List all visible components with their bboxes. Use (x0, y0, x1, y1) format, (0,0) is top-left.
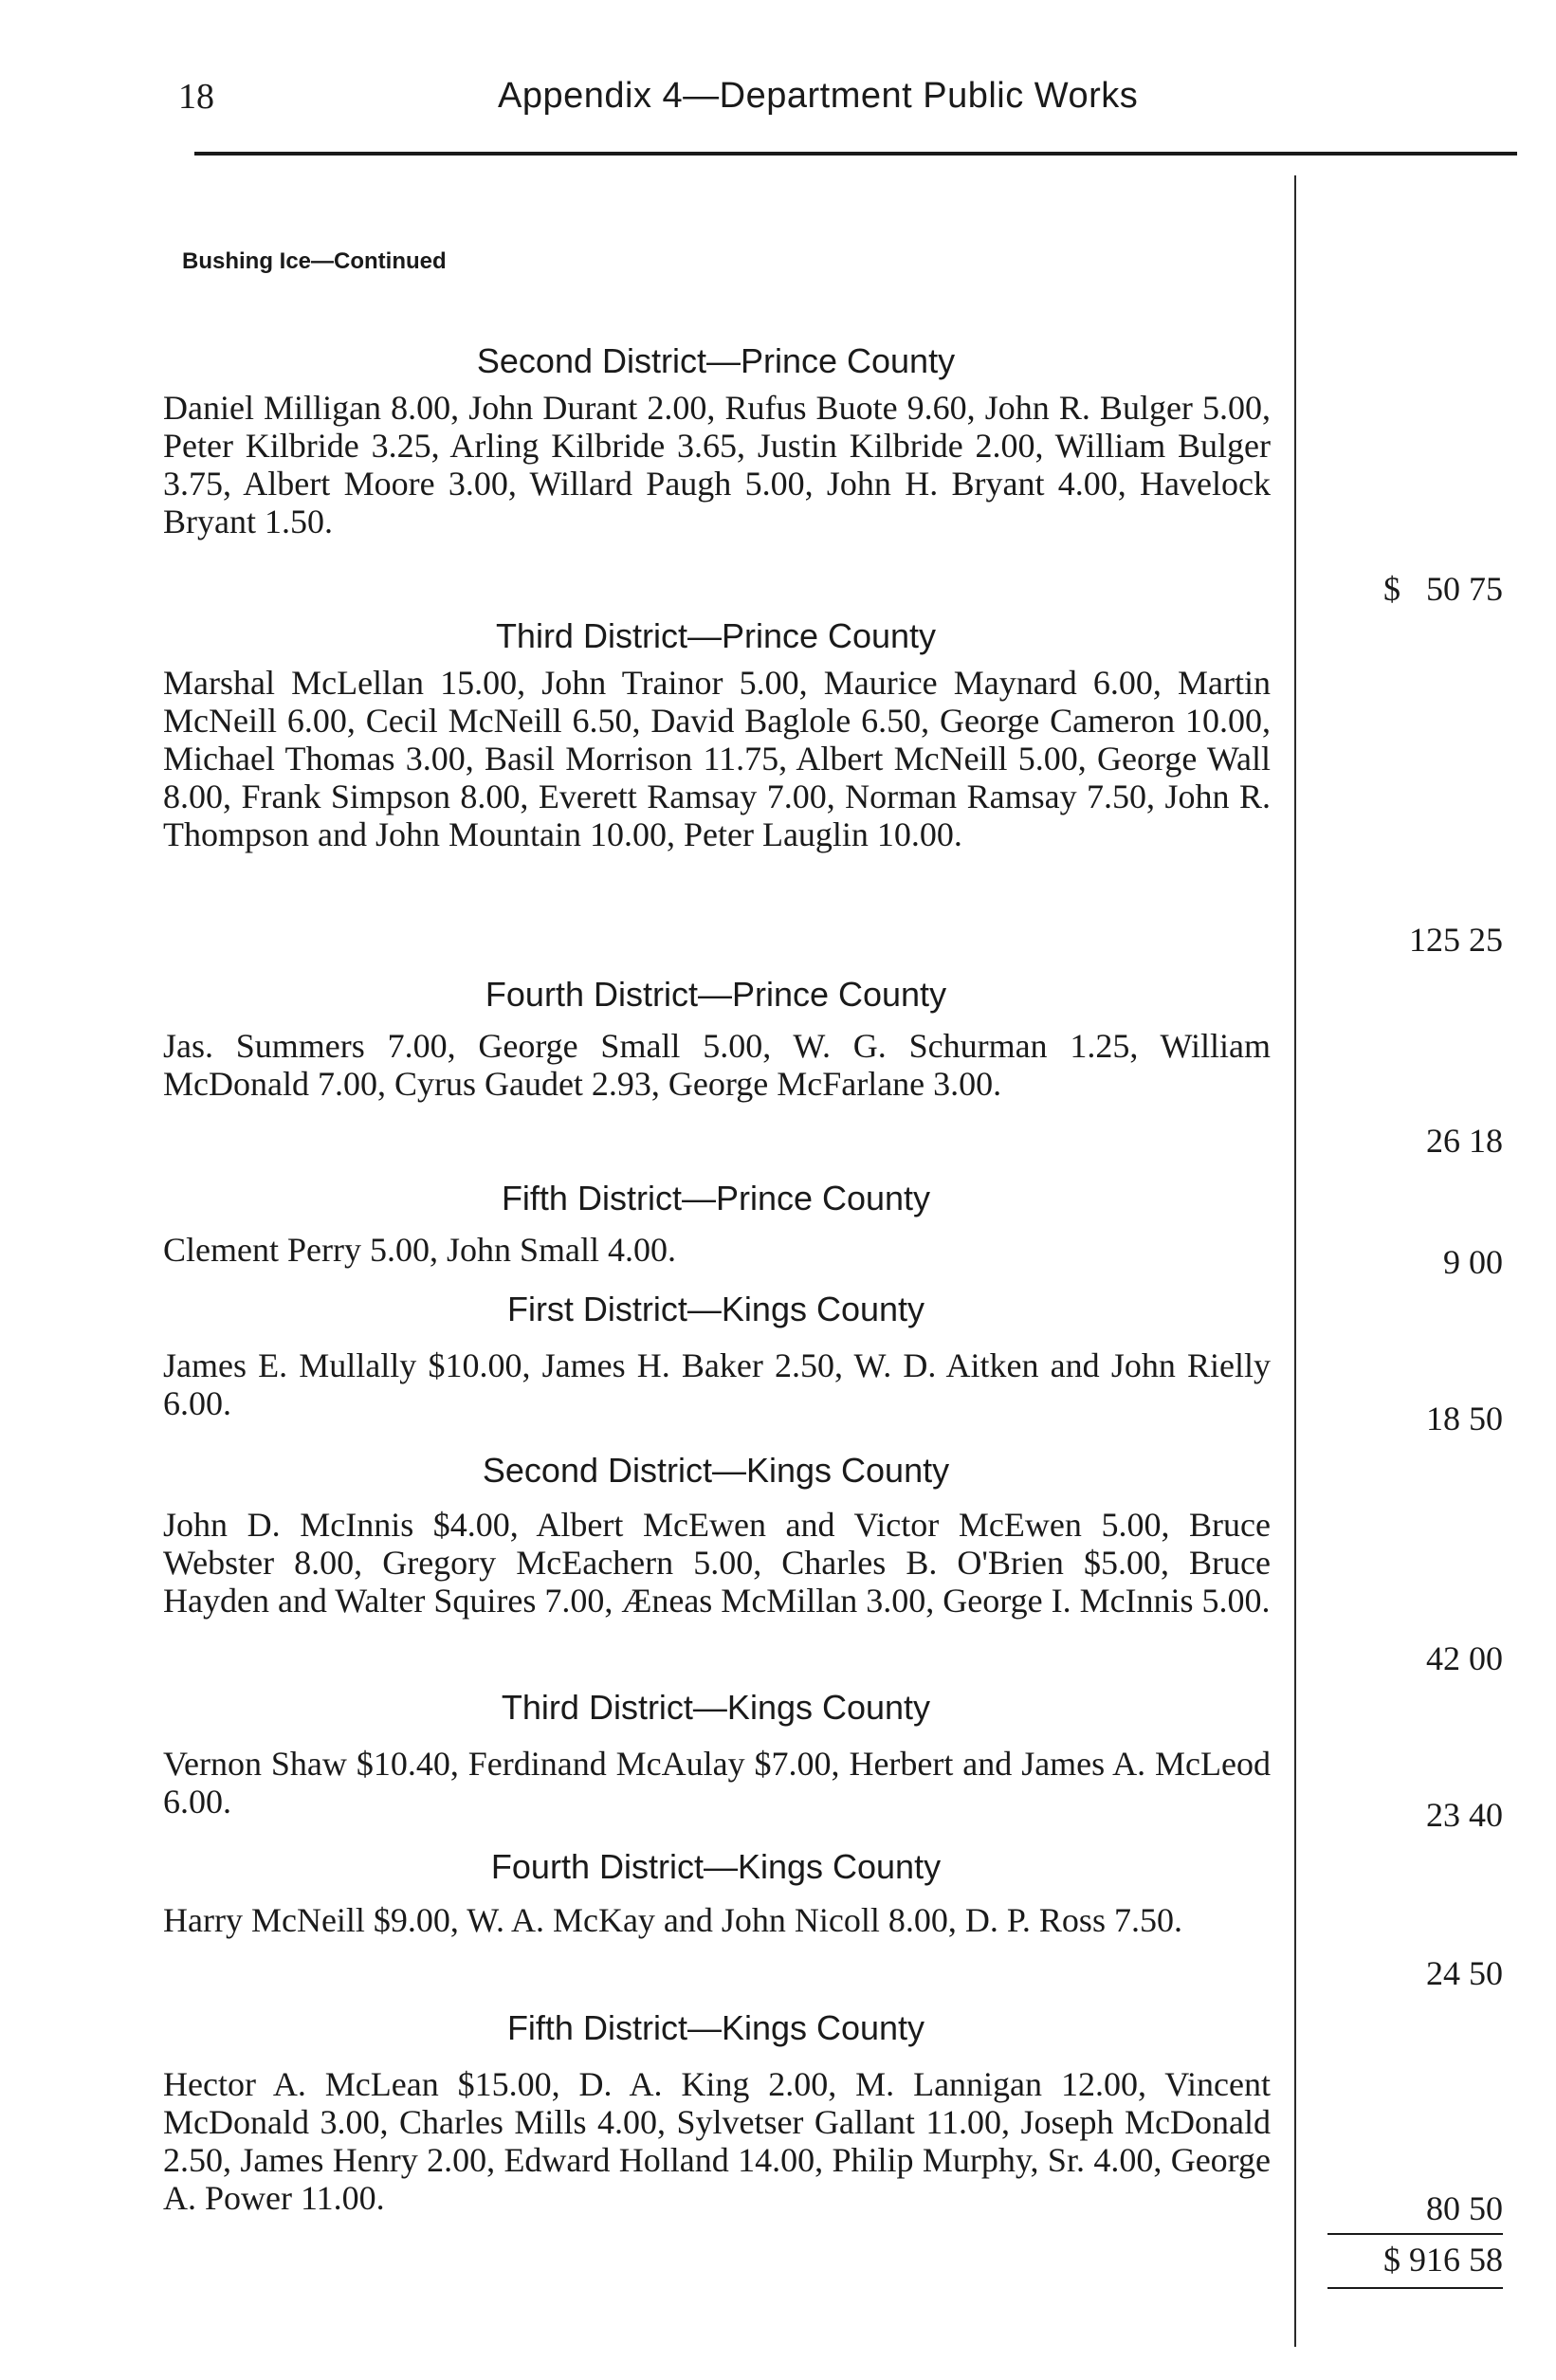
district-heading: Second District—Kings County (482, 1451, 950, 1490)
district-entries: Daniel Milligan 8.00, John Durant 2.00, Rufus Buote 9.60, John R. Bulger 5.00, Peter Kilbride 3.25, Arling Kilbride 3.65, Justin Kilbride 2.00, William Bulger 3.75, Albert Moore 3.00, Willard Paugh 5.00, John H. Bryant 4.00, Havelock Bryant 1.50. (163, 389, 1271, 540)
district-amount: 18 50 (1426, 1400, 1503, 1437)
total-rule-top (1327, 2233, 1503, 2235)
district-entries: Hector A. McLean $15.00, D. A. King 2.00, M. Lannigan 12.00, Vincent McDonald 3.00, Charles Mills 4.00, Sylvetser Gallant 11.00, Joseph McDonald 2.50, James Henry 2.00, Edward Holland 14.00, Philip Murphy, Sr. 4.00, George A. Power 11.00. (163, 2065, 1271, 2217)
district-heading: Third District—Kings County (501, 1688, 931, 1727)
district-amount: 125 25 (1409, 921, 1503, 959)
district-heading: Second District—Prince County (476, 341, 956, 380)
district-heading: Fifth District—Kings County (506, 2008, 925, 2047)
district-heading: First District—Kings County (506, 1290, 925, 1328)
section-label: Bushing Ice—Continued (182, 248, 447, 274)
district-amount: $ 50 75 (1383, 570, 1503, 608)
page-title: Appendix 4—Department Public Works (498, 76, 1139, 116)
district-entries: James E. Mullally $10.00, James H. Baker 2.50, W. D. Aitken and John Rielly 6.00. (163, 1346, 1271, 1422)
grand-total: $ 916 58 (1383, 2241, 1503, 2279)
district-amount: 9 00 (1443, 1243, 1503, 1281)
district-entries: Harry McNeill $9.00, W. A. McKay and John Nicoll 8.00, D. P. Ross 7.50. (163, 1901, 1182, 1939)
page-number: 18 (178, 77, 214, 117)
district-amount: 23 40 (1426, 1796, 1503, 1834)
district-amount: 42 00 (1426, 1639, 1503, 1677)
district-amount: 80 50 (1426, 2189, 1503, 2227)
district-heading: Third District—Prince County (495, 616, 937, 655)
district-heading: Fifth District—Prince County (501, 1179, 931, 1217)
district-entries: John D. McInnis $4.00, Albert McEwen and Victor McEwen 5.00, Bruce Webster 8.00, Gregory McEachern 5.00, Charles B. O'Brien $5.00, Bruce Hayden and Walter Squires 7.00, Æneas McMillan 3.00, George I. McInnis 5.00. (163, 1506, 1271, 1620)
district-heading: Fourth District—Kings County (490, 1847, 942, 1886)
header-rule (194, 152, 1517, 156)
district-heading: Fourth District—Prince County (485, 975, 947, 1014)
amount-column-rule (1294, 175, 1296, 2347)
district-entries: Jas. Summers 7.00, George Small 5.00, W. G. Schurman 1.25, William McDonald 7.00, Cyrus Gaudet 2.93, George McFarlane 3.00. (163, 1027, 1271, 1103)
district-entries: Vernon Shaw $10.40, Ferdinand McAulay $7.00, Herbert and James A. McLeod 6.00. (163, 1745, 1271, 1821)
district-amount: 26 18 (1426, 1122, 1503, 1160)
district-entries: Clement Perry 5.00, John Small 4.00. (163, 1231, 676, 1269)
district-amount: 24 50 (1426, 1954, 1503, 1992)
district-entries: Marshal McLellan 15.00, John Trainor 5.00, Maurice Maynard 6.00, Martin McNeill 6.00, Cecil McNeill 6.50, David Baglole 6.50, George Cameron 10.00, Michael Thomas 3.00, Basil Morrison 11.75, Albert McNeill 5.00, George Wall 8.00, Frank Simpson 8.00, Everett Ramsay 7.00, Norman Ramsay 7.50, John R. Thompson and John Mountain 10.00, Peter Lauglin 10.00. (163, 664, 1271, 853)
total-rule-bottom (1327, 2287, 1503, 2289)
